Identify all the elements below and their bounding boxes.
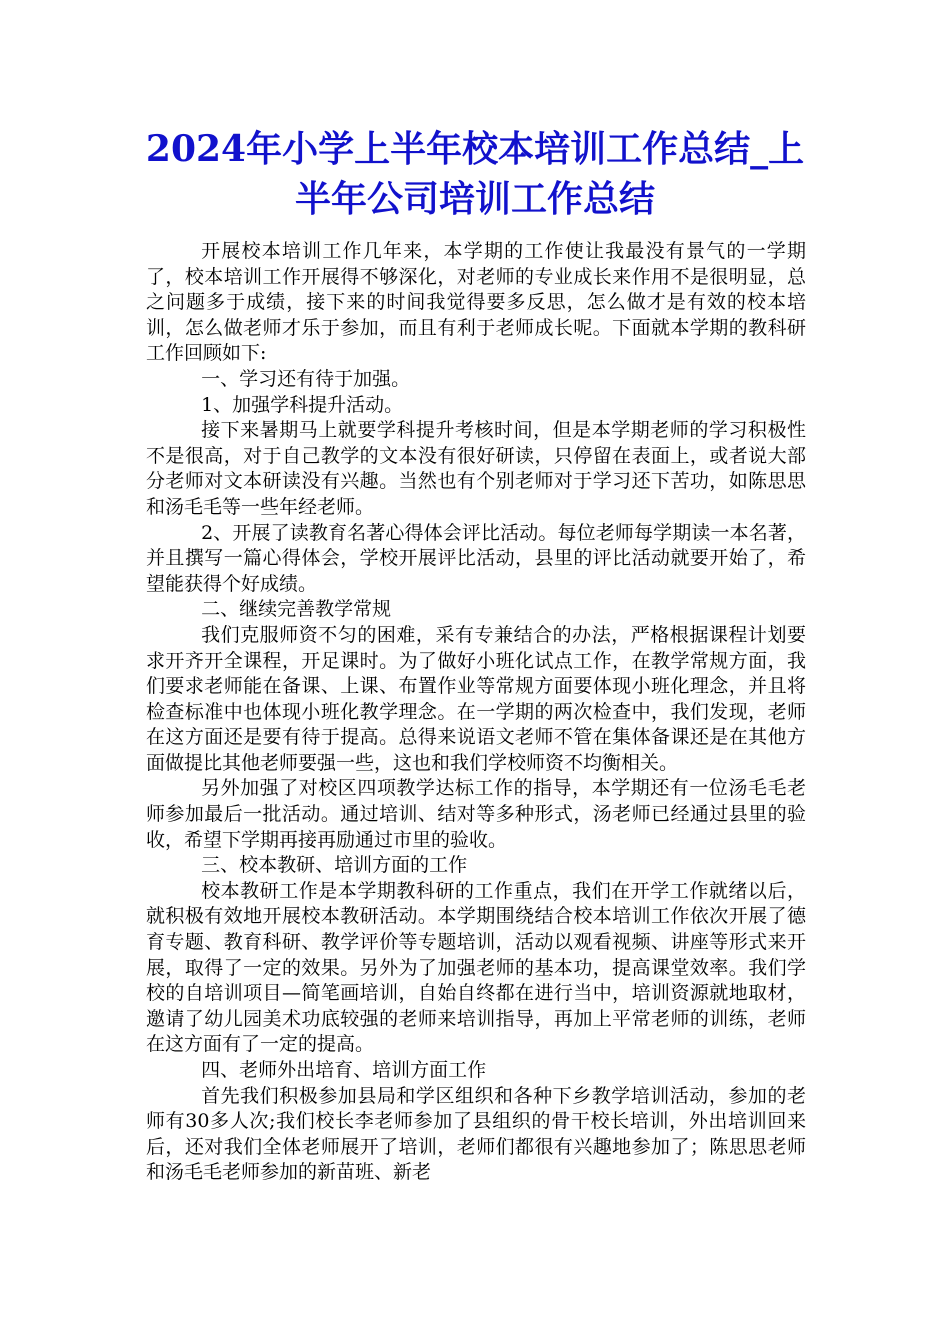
paragraph: 我们克服师资不匀的困难，采有专兼结合的办法，严格根据课程计划要求开齐开全课程，开足课时。为了做好小班化试点工作，在教学常规方面，我们要求老师能在备课、上课、布置作业等常规方面要体现小班化理念，并且将检查标准中也体现小班化教学理念。在一学期的两次检查中，我们发现，老师在这方面还是要有待于提高。总得来说语文老师不管在集体备课还是在其他方面做提比其他老师要强一些，这也和我们学校师资不均衡相关。 <box>146 623 806 774</box>
paragraph: 校本教研工作是本学期教科研的工作重点，我们在开学工作就绪以后，就积极有效地开展校本教研活动。本学期围绕结合校本培训工作依次开展了德育专题、教育科研、教学评价等专题培训，活动以观看视频、讲座等形式来开展，取得了一定的效果。另外为了加强老师的基本功，提高课堂效率。我们学校的自培训项目—简笔画培训，自始自终都在进行当中，培训资源就地取材，邀请了幼儿园美术功底较强的老师来培训指导，再加上平常老师的训练，老师在这方面有了一定的提高。 <box>146 879 806 1056</box>
heading-section-2: 二、继续完善教学常规 <box>201 598 392 621</box>
heading-section-3: 三、校本教研、培训方面的工作 <box>201 854 468 877</box>
paragraph: 另外加强了对校区四项教学达标工作的指导，本学期还有一位汤毛毛老师参加最后一批活动。通过培训、结对等多种形式，汤老师已经通过县里的验收，希望下学期再接再励通过市里的验收。 <box>146 777 806 851</box>
paragraph-intro: 开展校本培训工作几年来，本学期的工作使让我最没有景气的一学期了，校本培训工作开展得不够深化，对老师的专业成长来作用不是很明显，总之问题多于成绩，接下来的时间我觉得要多反思，怎么做才是有效的校本培训，怎么做老师才乐于参加，而且有利于老师成长呢。下面就本学期的教科研工作回顾如下: <box>146 240 806 365</box>
heading-section-1: 一、学习还有待于加强。 <box>201 367 411 390</box>
heading-section-4: 四、老师外出培育、培训方面工作 <box>201 1059 487 1081</box>
subheading-1-1: 1、加强学科提升活动。 <box>201 393 404 416</box>
paragraph: 首先我们积极参加县局和学区组织和各种下乡教学培训活动，参加的老师有30多人次;我们校长李老师参加了县组织的骨干校长培训，外出培训回来后，还对我们全体老师展开了培训，老师们都很有兴趣地参加了；陈思思老师和汤毛毛老师参加的新苗班、新老 <box>146 1084 806 1184</box>
document-title: 2024年小学上半年校本培训工作总结_上半年公司培训工作总结 <box>145 128 805 220</box>
document-body <box>146 239 806 1186</box>
paragraph: 2、开展了读教育名著心得体会评比活动。每位老师每学期读一本名著，并且撰写一篇心得体会，学校开展评比活动，县里的评比活动就要开始了，希望能获得个好成绩。 <box>146 521 806 595</box>
paragraph: 接下来暑期马上就要学科提升考核时间，但是本学期老师的学习积极性不是很高，对于自己教学的文本没有很好研读，只停留在表面上，或者说大部分老师对文本研读没有兴趣。当然也有个别老师对于学习还下苦功，如陈思思和汤毛毛等一些年经老师。 <box>146 419 806 518</box>
